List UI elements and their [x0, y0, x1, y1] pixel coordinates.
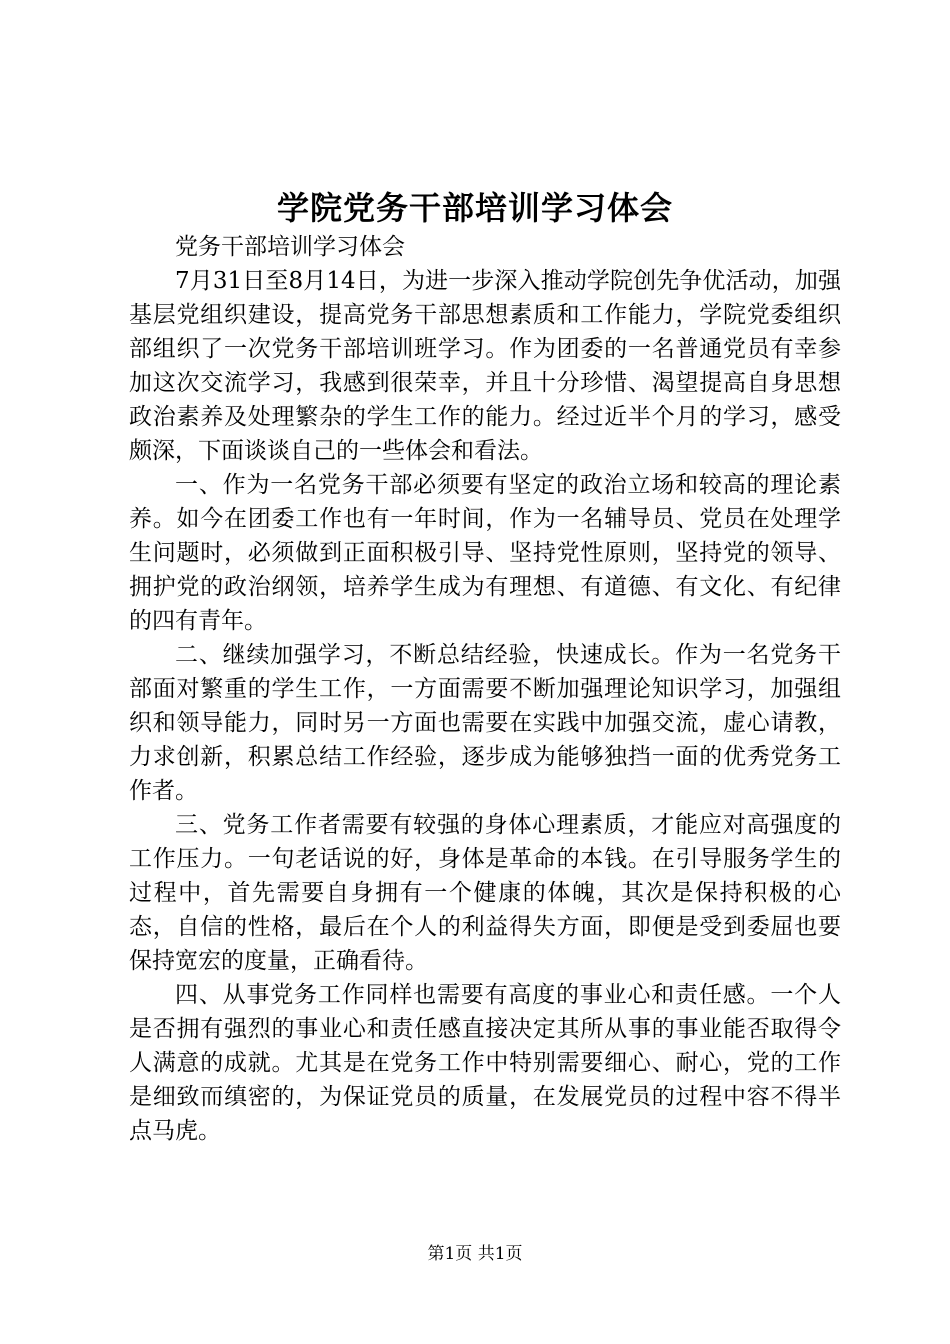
document-title: 学院党务干部培训学习体会 — [276, 189, 673, 227]
point-two-paragraph: 二、继续加强学习，不断总结经验，快速成长。作为一名党务干部面对繁重的学生工作，一方面需要不断加强理论知识学习，加强组织和领导能力，同时另一方面也需要在实践中加强交流，虚心请教，力求创新，积累总结工作经验，逐步成为能够独挡一面的优秀党务工作者。 — [129, 642, 841, 804]
document-body — [129, 230, 841, 1148]
point-one-paragraph: 一、作为一名党务干部必须要有坚定的政治立场和较高的理论素养。如今在团委工作也有一年时间，作为一名辅导员、党员在处理学生问题时，必须做到正面积极引导、坚持党性原则，坚持党的领导、拥护党的政治纲领，培养学生成为有理想、有道德、有文化、有纪律的四有青年。 — [129, 472, 841, 634]
intro-paragraph: 7月31日至8月14日，为进一步深入推动学院创先争优活动，加强基层党组织建设，提高党务干部思想素质和工作能力，学院党委组织部组织了一次党务干部培训班学习。作为团委的一名普通党员有幸参加这次交流学习，我感到很荣幸，并且十分珍惜、渴望提高自身思想政治素养及处理繁杂的学生工作的能力。经过近半个月的学习，感受颇深，下面谈谈自己的一些体会和看法。 — [129, 268, 841, 464]
point-four-paragraph: 四、从事党务工作同样也需要有高度的事业心和责任感。一个人是否拥有强烈的事业心和责任感直接决定其所从事的事业能否取得令人满意的成就。尤其是在党务工作中特别需要细心、耐心，党的工作是细致而缜密的，为保证党员的质量，在发展党员的过程中容不得半点马虎。 — [129, 982, 841, 1144]
subtitle-paragraph: 党务干部培训学习体会 — [175, 234, 405, 260]
point-three-paragraph: 三、党务工作者需要有较强的身体心理素质，才能应对高强度的工作压力。一句老话说的好，身体是革命的本钱。在引导服务学生的过程中，首先需要自身拥有一个健康的体魄，其次是保持积极的心态，自信的性格，最后在个人的利益得失方面，即便是受到委屈也要保持宽宏的度量，正确看待。 — [129, 812, 841, 974]
page-number-footer: 第1页 共1页 — [427, 1244, 523, 1264]
